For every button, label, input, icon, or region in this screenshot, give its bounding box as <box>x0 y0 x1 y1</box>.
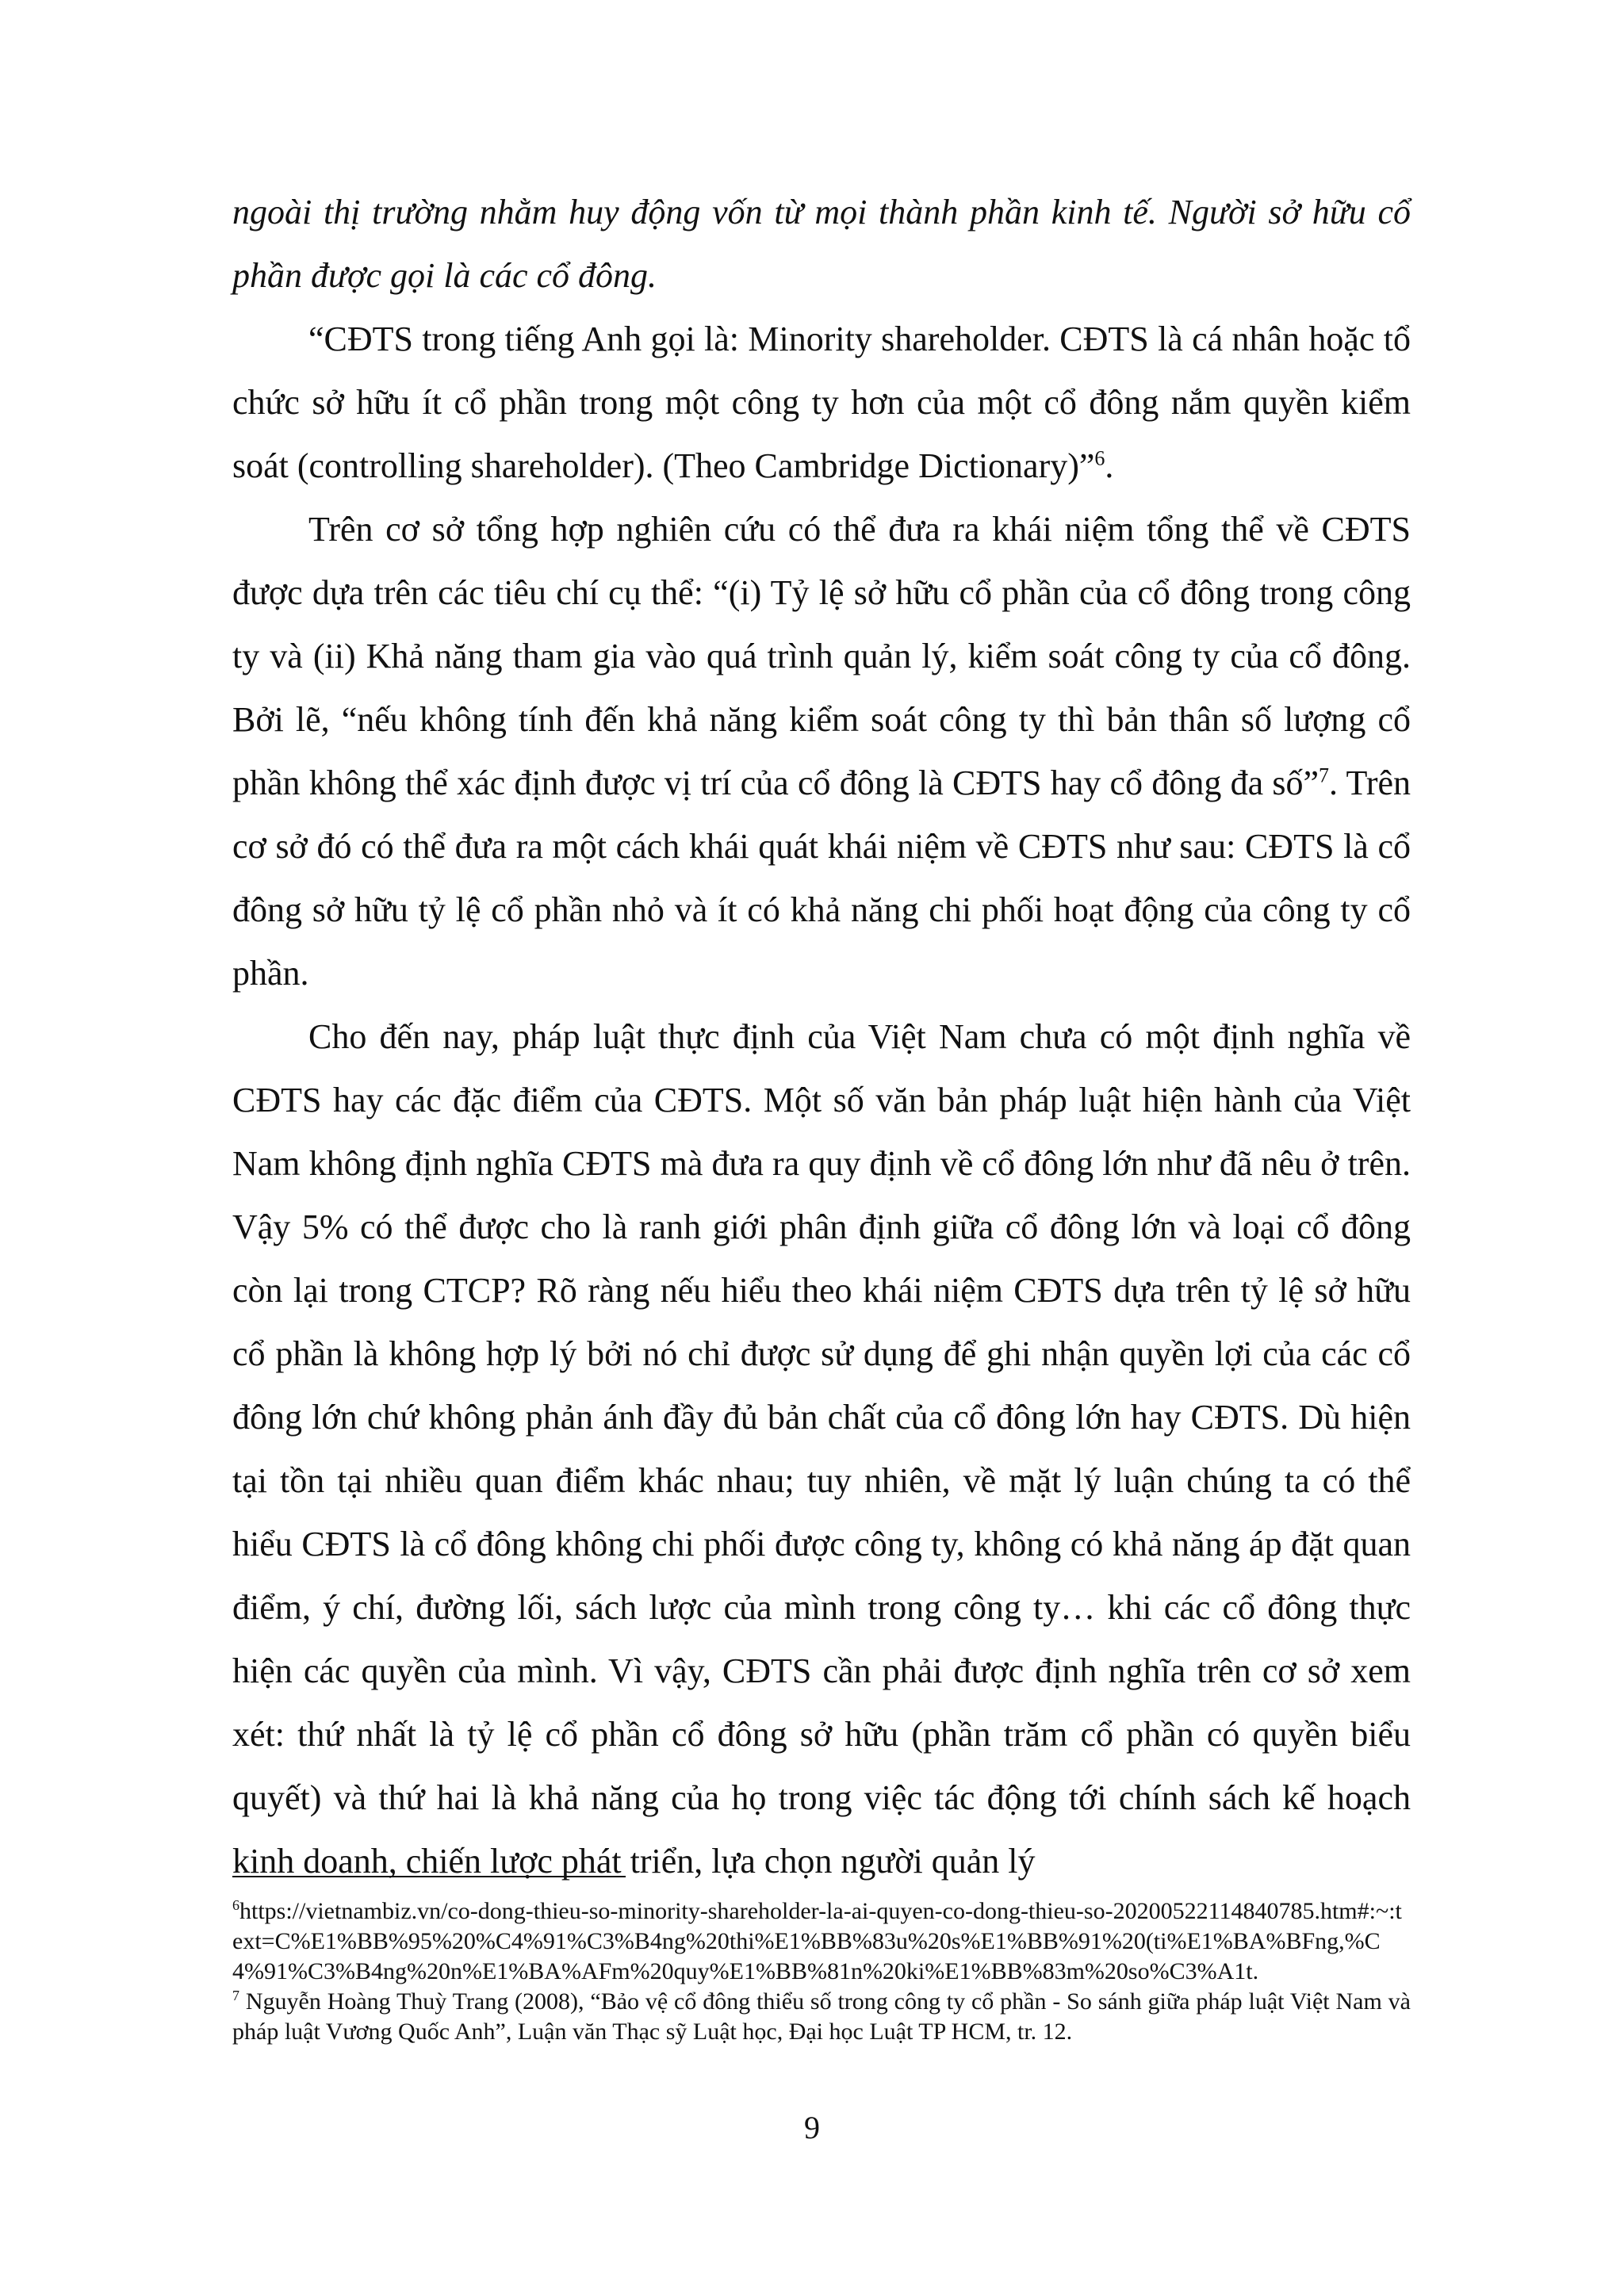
body-text <box>232 181 1411 1893</box>
footnote-separator <box>232 1876 626 1877</box>
footnote-7-text: Nguyễn Hoàng Thuỳ Trang (2008), “Bảo vệ cổ đông thiểu số trong công ty cổ phần - So sánh giữa pháp luật Việt Nam và pháp luật Vương Quốc Anh”, Luận văn Thạc sỹ Luật học, Đại học Luật TP HCM, tr. 12. <box>232 1988 1411 2045</box>
footnote-ref-6[interactable]: 6 <box>1094 446 1105 470</box>
paragraph-minority-definition <box>232 308 1411 498</box>
paragraph-text: Trên cơ sở tổng hợp nghiên cứu có thể đưa ra khái niệm tổng thể về CĐTS được dựa trên các tiêu chí cụ thể: “(i) Tỷ lệ sở hữu cổ phần của cổ đông trong công ty và (ii) Khả năng tham gia vào quá trình quản lý, kiểm soát công ty của cổ đông. Bởi lẽ, “nếu không tính đến khả năng kiểm soát công ty thì bản thân số lượng cổ phần không thể xác định được vị trí của cổ đông là CĐTS hay cổ đông đa số” <box>232 510 1411 802</box>
footnote-6 <box>232 1896 1411 1987</box>
paragraph-text-end: . <box>1105 446 1114 485</box>
footnotes <box>232 1896 1411 2047</box>
footnote-mark-6: 6 <box>232 1897 239 1913</box>
footnote-7 <box>232 1987 1411 2047</box>
footnote-6-link[interactable]: https://vietnambiz.vn/co-dong-thieu-so-minority-shareholder-la-ai-quyen-co-dong-thieu-so-20200522114840785.htm#:~:text=C%E1%BB%95%20%C4%91%C3%B4ng%20thi%E1%BB%83u%20s%E1%BB%91%20(ti%E1%BA%BFng,%C4%91%C3%B4ng%20n%E1%BA%AFm%20quy%E1%BB%81n%20ki%E1%BB%83m%20so%C3%A1t. <box>232 1898 1402 1984</box>
paragraph-vietnam-law: Cho đến nay, pháp luật thực định của Việt Nam chưa có một định nghĩa về CĐTS hay các đặc điểm của CĐTS. Một số văn bản pháp luật hiện hành của Việt Nam không định nghĩa CĐTS mà đưa ra quy định về cổ đông lớn như đã nêu ở trên. Vậy 5% có thể được cho là ranh giới phân định giữa cổ đông lớn và loại cổ đông còn lại trong CTCP? Rõ ràng nếu hiểu theo khái niệm CĐTS dựa trên tỷ lệ sở hữu cổ phần là không hợp lý bởi nó chỉ được sử dụng để ghi nhận quyền lợi của các cổ đông lớn chứ không phản ánh đầy đủ bản chất của cổ đông lớn hay CĐTS. Dù hiện tại tồn tại nhiều quan điểm khác nhau; tuy nhiên, về mặt lý luận chúng ta có thể hiểu CĐTS là cổ đông không chi phối được công ty, không có khả năng áp đặt quan điểm, ý chí, đường lối, sách lược của mình trong công ty… khi các cổ đông thực hiện các quyền của mình. Vì vậy, CĐTS cần phải được định nghĩa trên cơ sở xem xét: thứ nhất là tỷ lệ cổ phần cổ đông sở hữu (phần trăm cổ phần có quyền biểu quyết) và thứ hai là khả năng của họ trong việc tác động tới chính sách kế hoạch kinh doanh, chiến lược phát triển, lựa chọn người quản lý <box>232 1017 1411 1881</box>
paragraph-text-end: . Trên cơ sở đó có thể đưa ra một cách khái quát khái niệm về CĐTS như sau: CĐTS là cổ đông sở hữu tỷ lệ cổ phần nhỏ và ít có khả năng chi phối hoạt động của công ty cổ phần. <box>232 763 1411 993</box>
paragraph-general-concept <box>232 498 1411 1005</box>
footnote-ref-7[interactable]: 7 <box>1319 763 1330 787</box>
page-number: 9 <box>804 2110 820 2145</box>
footnote-mark-7: 7 <box>232 1988 239 2003</box>
paragraph-continuation: ngoài thị trường nhằm huy động vốn từ mọi thành phần kinh tế. Người sở hữu cổ phần được gọi là các cổ đông. <box>232 193 1411 295</box>
paragraph-text: “CĐTS trong tiếng Anh gọi là: Minority shareholder. CĐTS là cá nhân hoặc tổ chức sở hữu ít cổ phần trong một công ty hơn của một cổ đông nắm quyền kiểm soát (controlling shareholder). (Theo Cambridge Dictionary)” <box>232 320 1411 485</box>
